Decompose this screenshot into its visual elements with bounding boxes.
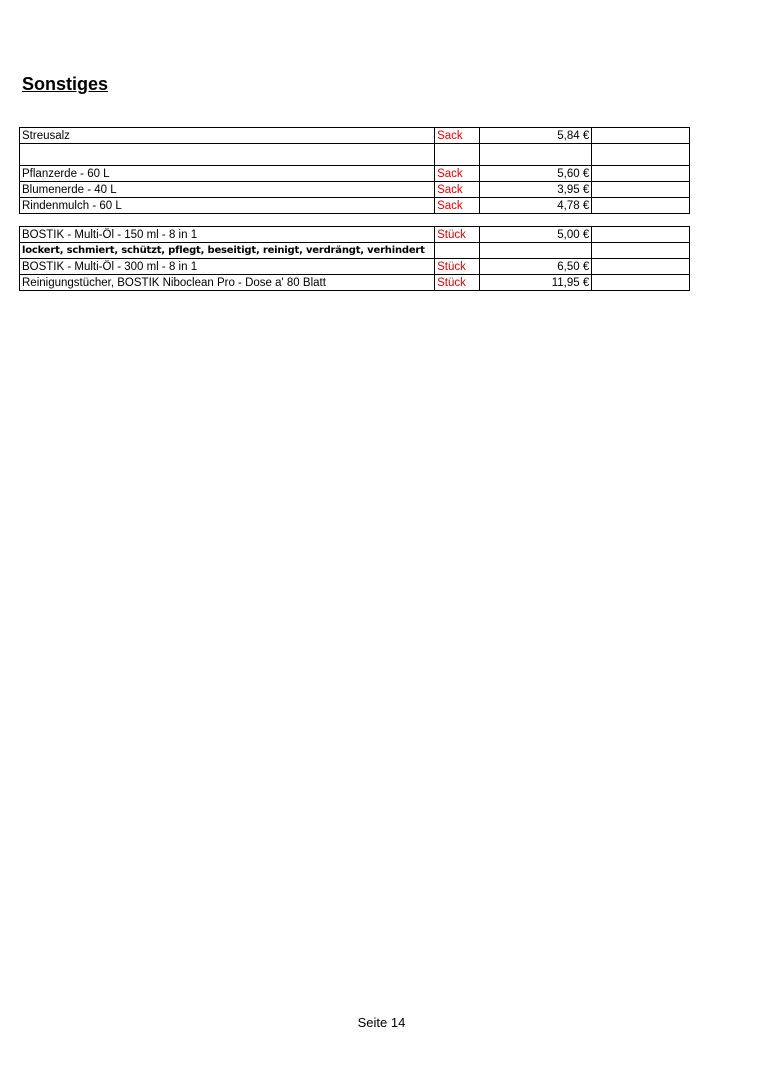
price-cell: 3,95 € <box>480 182 592 198</box>
price-cell: 6,50 € <box>480 259 592 275</box>
unit-cell: Sack <box>435 166 480 182</box>
unit-cell: Sack <box>435 198 480 214</box>
price-cell: 5,84 € <box>480 128 592 144</box>
table-row <box>20 128 690 144</box>
unit-cell: Stück <box>435 227 480 243</box>
table-row <box>20 275 690 291</box>
table-row <box>20 198 690 214</box>
table-row <box>20 182 690 198</box>
table-row <box>20 227 690 243</box>
unit-cell <box>435 144 480 166</box>
unit-cell <box>435 243 480 259</box>
price-cell <box>480 243 592 259</box>
unit-cell: Sack <box>435 182 480 198</box>
unit-cell: Stück <box>435 259 480 275</box>
price-table-bostik <box>19 226 690 291</box>
product-note-cell: lockert, schmiert, schützt, pflegt, beseitigt, reinigt, verdrängt, verhindert <box>20 243 435 259</box>
extra-cell <box>592 227 690 243</box>
extra-cell <box>592 275 690 291</box>
price-table-winter-garden <box>19 127 690 214</box>
table-row <box>20 259 690 275</box>
product-name-cell: Blumenerde - 40 L <box>20 182 435 198</box>
product-name-cell: Reinigungstücher, BOSTIK Niboclean Pro - Dose a' 80 Blatt <box>20 275 435 291</box>
price-cell <box>480 144 592 166</box>
extra-cell <box>592 243 690 259</box>
extra-cell <box>592 144 690 166</box>
page-number: Seite 14 <box>357 1015 406 1030</box>
price-cell: 11,95 € <box>480 275 592 291</box>
extra-cell <box>592 182 690 198</box>
extra-cell <box>592 128 690 144</box>
product-name-cell: BOSTIK - Multi-Öl - 300 ml - 8 in 1 <box>20 259 435 275</box>
product-name-cell <box>20 144 435 166</box>
price-cell: 5,00 € <box>480 227 592 243</box>
unit-cell: Sack <box>435 128 480 144</box>
table-row <box>20 243 690 259</box>
price-cell: 5,60 € <box>480 166 592 182</box>
table-row <box>20 166 690 182</box>
table-row <box>20 144 690 166</box>
product-name-cell: BOSTIK - Multi-Öl - 150 ml - 8 in 1 <box>20 227 435 243</box>
product-name-cell: Streusalz <box>20 128 435 144</box>
extra-cell <box>592 198 690 214</box>
price-cell: 4,78 € <box>480 198 592 214</box>
extra-cell <box>592 259 690 275</box>
product-name-cell: Pflanzerde - 60 L <box>20 166 435 182</box>
extra-cell <box>592 166 690 182</box>
unit-cell: Stück <box>435 275 480 291</box>
product-name-cell: Rindenmulch - 60 L <box>20 198 435 214</box>
page-title: Sonstiges <box>22 74 109 94</box>
